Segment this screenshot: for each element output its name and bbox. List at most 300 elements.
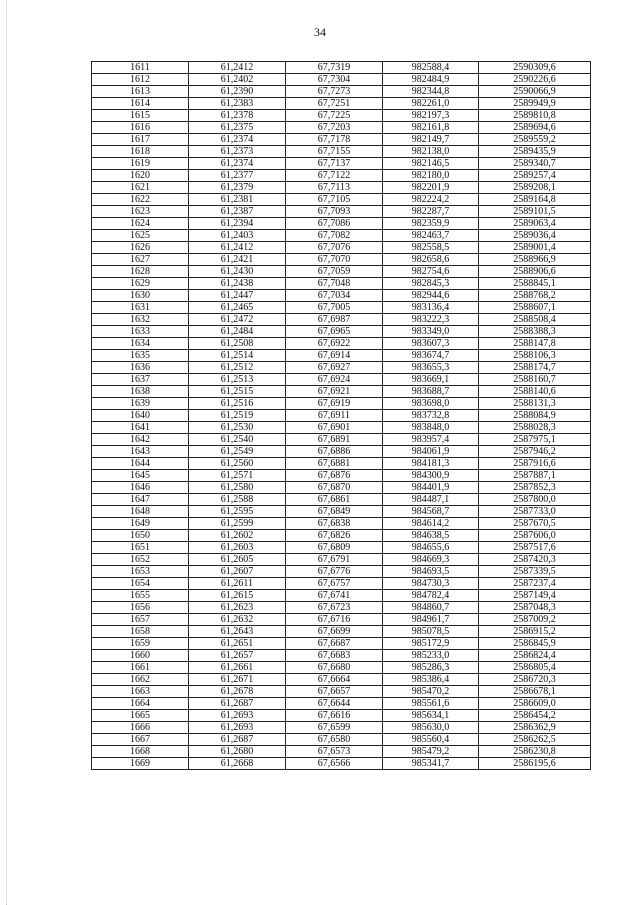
point-number-cell: 1638 — [92, 386, 189, 398]
x-coordinate-cell: 983349,0 — [383, 326, 479, 338]
y-coordinate-cell: 2588160,7 — [479, 374, 591, 386]
latitude-cell: 61,2438 — [189, 278, 286, 290]
y-coordinate-cell: 2586362,9 — [479, 722, 591, 734]
point-number-cell: 1662 — [92, 674, 189, 686]
point-number-cell: 1634 — [92, 338, 189, 350]
latitude-cell: 61,2540 — [189, 434, 286, 446]
x-coordinate-cell: 982161,8 — [383, 122, 479, 134]
longitude-cell: 67,6699 — [286, 626, 383, 638]
longitude-cell: 67,6599 — [286, 722, 383, 734]
y-coordinate-cell: 2588084,9 — [479, 410, 591, 422]
x-coordinate-cell: 984693,5 — [383, 566, 479, 578]
latitude-cell: 61,2374 — [189, 158, 286, 170]
y-coordinate-cell: 2590066,9 — [479, 86, 591, 98]
longitude-cell: 67,7048 — [286, 278, 383, 290]
y-coordinate-cell: 2586262,5 — [479, 734, 591, 746]
x-coordinate-cell: 983732,8 — [383, 410, 479, 422]
x-coordinate-cell: 983848,0 — [383, 422, 479, 434]
point-number-cell: 1616 — [92, 122, 189, 134]
x-coordinate-cell: 984181,3 — [383, 458, 479, 470]
table-row — [92, 230, 591, 242]
longitude-cell: 67,6965 — [286, 326, 383, 338]
y-coordinate-cell: 2588388,3 — [479, 326, 591, 338]
point-number-cell: 1654 — [92, 578, 189, 590]
x-coordinate-cell: 984061,9 — [383, 446, 479, 458]
latitude-cell: 61,2580 — [189, 482, 286, 494]
point-number-cell: 1625 — [92, 230, 189, 242]
table-row — [92, 422, 591, 434]
table-row — [92, 146, 591, 158]
y-coordinate-cell: 2589435,9 — [479, 146, 591, 158]
point-number-cell: 1637 — [92, 374, 189, 386]
longitude-cell: 67,6914 — [286, 350, 383, 362]
point-number-cell: 1653 — [92, 566, 189, 578]
table-row — [92, 290, 591, 302]
latitude-cell: 61,2560 — [189, 458, 286, 470]
y-coordinate-cell: 2588768,2 — [479, 290, 591, 302]
x-coordinate-cell: 982944,6 — [383, 290, 479, 302]
y-coordinate-cell: 2586230,8 — [479, 746, 591, 758]
y-coordinate-cell: 2587048,3 — [479, 602, 591, 614]
y-coordinate-cell: 2589559,2 — [479, 134, 591, 146]
x-coordinate-cell: 984568,7 — [383, 506, 479, 518]
latitude-cell: 61,2571 — [189, 470, 286, 482]
y-coordinate-cell: 2587149,4 — [479, 590, 591, 602]
latitude-cell: 61,2661 — [189, 662, 286, 674]
x-coordinate-cell: 984782,4 — [383, 590, 479, 602]
longitude-cell: 67,6911 — [286, 410, 383, 422]
table-row — [92, 674, 591, 686]
latitude-cell: 61,2657 — [189, 650, 286, 662]
point-number-cell: 1630 — [92, 290, 189, 302]
longitude-cell: 67,6838 — [286, 518, 383, 530]
table-row — [92, 566, 591, 578]
y-coordinate-cell: 2588174,7 — [479, 362, 591, 374]
coordinates-table — [91, 61, 591, 770]
longitude-cell: 67,6876 — [286, 470, 383, 482]
table-row — [92, 254, 591, 266]
table-row — [92, 614, 591, 626]
longitude-cell: 67,6680 — [286, 662, 383, 674]
point-number-cell: 1643 — [92, 446, 189, 458]
table-row — [92, 98, 591, 110]
point-number-cell: 1642 — [92, 434, 189, 446]
latitude-cell: 61,2387 — [189, 206, 286, 218]
table-row — [92, 122, 591, 134]
longitude-cell: 67,6901 — [286, 422, 383, 434]
latitude-cell: 61,2514 — [189, 350, 286, 362]
table-row — [92, 266, 591, 278]
table-row — [92, 374, 591, 386]
longitude-cell: 67,6791 — [286, 554, 383, 566]
table-row — [92, 134, 591, 146]
y-coordinate-cell: 2589001,4 — [479, 242, 591, 254]
latitude-cell: 61,2378 — [189, 110, 286, 122]
latitude-cell: 61,2668 — [189, 758, 286, 770]
y-coordinate-cell: 2587606,0 — [479, 530, 591, 542]
point-number-cell: 1620 — [92, 170, 189, 182]
point-number-cell: 1629 — [92, 278, 189, 290]
table-row — [92, 326, 591, 338]
x-coordinate-cell: 982484,9 — [383, 74, 479, 86]
point-number-cell: 1650 — [92, 530, 189, 542]
x-coordinate-cell: 982138,0 — [383, 146, 479, 158]
longitude-cell: 67,7273 — [286, 86, 383, 98]
y-coordinate-cell: 2588906,6 — [479, 266, 591, 278]
longitude-cell: 67,6987 — [286, 314, 383, 326]
y-coordinate-cell: 2586720,3 — [479, 674, 591, 686]
point-number-cell: 1666 — [92, 722, 189, 734]
longitude-cell: 67,6891 — [286, 434, 383, 446]
point-number-cell: 1623 — [92, 206, 189, 218]
latitude-cell: 61,2508 — [189, 338, 286, 350]
latitude-cell: 61,2374 — [189, 134, 286, 146]
longitude-cell: 67,6657 — [286, 686, 383, 698]
latitude-cell: 61,2390 — [189, 86, 286, 98]
table-row — [92, 194, 591, 206]
y-coordinate-cell: 2587916,6 — [479, 458, 591, 470]
point-number-cell: 1621 — [92, 182, 189, 194]
y-coordinate-cell: 2587800,0 — [479, 494, 591, 506]
longitude-cell: 67,6573 — [286, 746, 383, 758]
longitude-cell: 67,7105 — [286, 194, 383, 206]
latitude-cell: 61,2516 — [189, 398, 286, 410]
latitude-cell: 61,2595 — [189, 506, 286, 518]
x-coordinate-cell: 982359,9 — [383, 218, 479, 230]
latitude-cell: 61,2687 — [189, 734, 286, 746]
latitude-cell: 61,2603 — [189, 542, 286, 554]
longitude-cell: 67,7005 — [286, 302, 383, 314]
longitude-cell: 67,6616 — [286, 710, 383, 722]
latitude-cell: 61,2394 — [189, 218, 286, 230]
latitude-cell: 61,2607 — [189, 566, 286, 578]
y-coordinate-cell: 2589949,9 — [479, 98, 591, 110]
y-coordinate-cell: 2588028,3 — [479, 422, 591, 434]
y-coordinate-cell: 2587420,3 — [479, 554, 591, 566]
x-coordinate-cell: 985630,0 — [383, 722, 479, 734]
y-coordinate-cell: 2586845,9 — [479, 638, 591, 650]
point-number-cell: 1663 — [92, 686, 189, 698]
point-number-cell: 1627 — [92, 254, 189, 266]
y-coordinate-cell: 2588147,8 — [479, 338, 591, 350]
x-coordinate-cell: 984300,9 — [383, 470, 479, 482]
latitude-cell: 61,2599 — [189, 518, 286, 530]
latitude-cell: 61,2465 — [189, 302, 286, 314]
point-number-cell: 1633 — [92, 326, 189, 338]
latitude-cell: 61,2687 — [189, 698, 286, 710]
latitude-cell: 61,2680 — [189, 746, 286, 758]
x-coordinate-cell: 983669,1 — [383, 374, 479, 386]
x-coordinate-cell: 982845,3 — [383, 278, 479, 290]
x-coordinate-cell: 985172,9 — [383, 638, 479, 650]
point-number-cell: 1628 — [92, 266, 189, 278]
table-row — [92, 518, 591, 530]
x-coordinate-cell: 984961,7 — [383, 614, 479, 626]
point-number-cell: 1611 — [92, 62, 189, 74]
latitude-cell: 61,2375 — [189, 122, 286, 134]
point-number-cell: 1647 — [92, 494, 189, 506]
table-row — [92, 542, 591, 554]
longitude-cell: 67,6870 — [286, 482, 383, 494]
table-row — [92, 638, 591, 650]
table-row — [92, 314, 591, 326]
point-number-cell: 1668 — [92, 746, 189, 758]
y-coordinate-cell: 2588131,3 — [479, 398, 591, 410]
point-number-cell: 1658 — [92, 626, 189, 638]
table-row — [92, 554, 591, 566]
y-coordinate-cell: 2587887,1 — [479, 470, 591, 482]
point-number-cell: 1640 — [92, 410, 189, 422]
y-coordinate-cell: 2587009,2 — [479, 614, 591, 626]
x-coordinate-cell: 984655,6 — [383, 542, 479, 554]
x-coordinate-cell: 984638,5 — [383, 530, 479, 542]
longitude-cell: 67,6927 — [286, 362, 383, 374]
point-number-cell: 1664 — [92, 698, 189, 710]
point-number-cell: 1635 — [92, 350, 189, 362]
longitude-cell: 67,7122 — [286, 170, 383, 182]
table-row — [92, 218, 591, 230]
x-coordinate-cell: 982201,9 — [383, 182, 479, 194]
y-coordinate-cell: 2587517,6 — [479, 542, 591, 554]
y-coordinate-cell: 2589101,5 — [479, 206, 591, 218]
longitude-cell: 67,7093 — [286, 206, 383, 218]
y-coordinate-cell: 2587975,1 — [479, 434, 591, 446]
longitude-cell: 67,7076 — [286, 242, 383, 254]
longitude-cell: 67,7086 — [286, 218, 383, 230]
latitude-cell: 61,2377 — [189, 170, 286, 182]
point-number-cell: 1614 — [92, 98, 189, 110]
x-coordinate-cell: 984669,3 — [383, 554, 479, 566]
latitude-cell: 61,2383 — [189, 98, 286, 110]
longitude-cell: 67,7178 — [286, 134, 383, 146]
latitude-cell: 61,2412 — [189, 242, 286, 254]
x-coordinate-cell: 983688,7 — [383, 386, 479, 398]
longitude-cell: 67,7304 — [286, 74, 383, 86]
y-coordinate-cell: 2589036,4 — [479, 230, 591, 242]
point-number-cell: 1613 — [92, 86, 189, 98]
x-coordinate-cell: 983136,4 — [383, 302, 479, 314]
longitude-cell: 67,7225 — [286, 110, 383, 122]
longitude-cell: 67,6580 — [286, 734, 383, 746]
longitude-cell: 67,6922 — [286, 338, 383, 350]
y-coordinate-cell: 2586678,1 — [479, 686, 591, 698]
x-coordinate-cell: 983222,3 — [383, 314, 479, 326]
longitude-cell: 67,6687 — [286, 638, 383, 650]
longitude-cell: 67,6886 — [286, 446, 383, 458]
y-coordinate-cell: 2588966,9 — [479, 254, 591, 266]
point-number-cell: 1661 — [92, 662, 189, 674]
point-number-cell: 1619 — [92, 158, 189, 170]
y-coordinate-cell: 2586824,4 — [479, 650, 591, 662]
longitude-cell: 67,7082 — [286, 230, 383, 242]
latitude-cell: 61,2693 — [189, 722, 286, 734]
latitude-cell: 61,2671 — [189, 674, 286, 686]
y-coordinate-cell: 2587670,5 — [479, 518, 591, 530]
table-row — [92, 650, 591, 662]
longitude-cell: 67,7113 — [286, 182, 383, 194]
point-number-cell: 1636 — [92, 362, 189, 374]
longitude-cell: 67,6741 — [286, 590, 383, 602]
x-coordinate-cell: 983674,7 — [383, 350, 479, 362]
point-number-cell: 1656 — [92, 602, 189, 614]
x-coordinate-cell: 985470,2 — [383, 686, 479, 698]
x-coordinate-cell: 982463,7 — [383, 230, 479, 242]
y-coordinate-cell: 2586915,2 — [479, 626, 591, 638]
longitude-cell: 67,6757 — [286, 578, 383, 590]
y-coordinate-cell: 2587733,0 — [479, 506, 591, 518]
x-coordinate-cell: 982146,5 — [383, 158, 479, 170]
latitude-cell: 61,2615 — [189, 590, 286, 602]
table-row — [92, 410, 591, 422]
x-coordinate-cell: 985386,4 — [383, 674, 479, 686]
longitude-cell: 67,6924 — [286, 374, 383, 386]
y-coordinate-cell: 2589694,6 — [479, 122, 591, 134]
y-coordinate-cell: 2587852,3 — [479, 482, 591, 494]
longitude-cell: 67,6849 — [286, 506, 383, 518]
y-coordinate-cell: 2589063,4 — [479, 218, 591, 230]
latitude-cell: 61,2403 — [189, 230, 286, 242]
x-coordinate-cell: 985286,3 — [383, 662, 479, 674]
table-row — [92, 626, 591, 638]
x-coordinate-cell: 984860,7 — [383, 602, 479, 614]
x-coordinate-cell: 985479,2 — [383, 746, 479, 758]
x-coordinate-cell: 985341,7 — [383, 758, 479, 770]
point-number-cell: 1617 — [92, 134, 189, 146]
table-row — [92, 206, 591, 218]
x-coordinate-cell: 982558,5 — [383, 242, 479, 254]
point-number-cell: 1618 — [92, 146, 189, 158]
y-coordinate-cell: 2587237,4 — [479, 578, 591, 590]
latitude-cell: 61,2421 — [189, 254, 286, 266]
y-coordinate-cell: 2588845,1 — [479, 278, 591, 290]
table-row — [92, 506, 591, 518]
latitude-cell: 61,2519 — [189, 410, 286, 422]
latitude-cell: 61,2632 — [189, 614, 286, 626]
latitude-cell: 61,2402 — [189, 74, 286, 86]
x-coordinate-cell: 984614,2 — [383, 518, 479, 530]
y-coordinate-cell: 2586195,6 — [479, 758, 591, 770]
x-coordinate-cell: 982344,8 — [383, 86, 479, 98]
longitude-cell: 67,6881 — [286, 458, 383, 470]
x-coordinate-cell: 983698,0 — [383, 398, 479, 410]
latitude-cell: 61,2512 — [189, 362, 286, 374]
table-row — [92, 578, 591, 590]
longitude-cell: 67,7251 — [286, 98, 383, 110]
x-coordinate-cell: 985233,0 — [383, 650, 479, 662]
point-number-cell: 1648 — [92, 506, 189, 518]
table-row — [92, 746, 591, 758]
x-coordinate-cell: 985634,1 — [383, 710, 479, 722]
table-row — [92, 338, 591, 350]
table-row — [92, 434, 591, 446]
point-number-cell: 1665 — [92, 710, 189, 722]
longitude-cell: 67,6826 — [286, 530, 383, 542]
y-coordinate-cell: 2588106,3 — [479, 350, 591, 362]
y-coordinate-cell: 2586454,2 — [479, 710, 591, 722]
y-coordinate-cell: 2589164,8 — [479, 194, 591, 206]
y-coordinate-cell: 2589257,4 — [479, 170, 591, 182]
x-coordinate-cell: 982588,4 — [383, 62, 479, 74]
y-coordinate-cell: 2588607,1 — [479, 302, 591, 314]
longitude-cell: 67,7070 — [286, 254, 383, 266]
point-number-cell: 1612 — [92, 74, 189, 86]
table-row — [92, 362, 591, 374]
table-row — [92, 398, 591, 410]
latitude-cell: 61,2484 — [189, 326, 286, 338]
latitude-cell: 61,2472 — [189, 314, 286, 326]
x-coordinate-cell: 983607,3 — [383, 338, 479, 350]
point-number-cell: 1651 — [92, 542, 189, 554]
table-row — [92, 698, 591, 710]
latitude-cell: 61,2693 — [189, 710, 286, 722]
y-coordinate-cell: 2589810,8 — [479, 110, 591, 122]
latitude-cell: 61,2379 — [189, 182, 286, 194]
x-coordinate-cell: 985560,4 — [383, 734, 479, 746]
longitude-cell: 67,6921 — [286, 386, 383, 398]
latitude-cell: 61,2373 — [189, 146, 286, 158]
table-row — [92, 734, 591, 746]
table-row — [92, 710, 591, 722]
point-number-cell: 1660 — [92, 650, 189, 662]
table-row — [92, 302, 591, 314]
longitude-cell: 67,6683 — [286, 650, 383, 662]
page-number: 34 — [314, 25, 326, 39]
table-row — [92, 74, 591, 86]
point-number-cell: 1652 — [92, 554, 189, 566]
longitude-cell: 67,6566 — [286, 758, 383, 770]
table-row — [92, 62, 591, 74]
y-coordinate-cell: 2589340,7 — [479, 158, 591, 170]
longitude-cell: 67,7203 — [286, 122, 383, 134]
latitude-cell: 61,2678 — [189, 686, 286, 698]
point-number-cell: 1655 — [92, 590, 189, 602]
point-number-cell: 1667 — [92, 734, 189, 746]
latitude-cell: 61,2605 — [189, 554, 286, 566]
y-coordinate-cell: 2587339,5 — [479, 566, 591, 578]
table-row — [92, 482, 591, 494]
latitude-cell: 61,2651 — [189, 638, 286, 650]
y-coordinate-cell: 2586805,4 — [479, 662, 591, 674]
y-coordinate-cell: 2589208,1 — [479, 182, 591, 194]
table-row — [92, 590, 591, 602]
scan-edge-line — [6, 0, 7, 905]
longitude-cell: 67,6919 — [286, 398, 383, 410]
x-coordinate-cell: 984487,1 — [383, 494, 479, 506]
table-row — [92, 242, 591, 254]
latitude-cell: 61,2588 — [189, 494, 286, 506]
x-coordinate-cell: 984401,9 — [383, 482, 479, 494]
x-coordinate-cell: 982197,3 — [383, 110, 479, 122]
longitude-cell: 67,6861 — [286, 494, 383, 506]
longitude-cell: 67,6809 — [286, 542, 383, 554]
table-row — [92, 530, 591, 542]
table-row — [92, 278, 591, 290]
point-number-cell: 1644 — [92, 458, 189, 470]
table-row — [92, 602, 591, 614]
table-row — [92, 686, 591, 698]
point-number-cell: 1649 — [92, 518, 189, 530]
longitude-cell: 67,7137 — [286, 158, 383, 170]
latitude-cell: 61,2602 — [189, 530, 286, 542]
table-row — [92, 494, 591, 506]
point-number-cell: 1659 — [92, 638, 189, 650]
y-coordinate-cell: 2588508,4 — [479, 314, 591, 326]
y-coordinate-cell: 2586609,0 — [479, 698, 591, 710]
longitude-cell: 67,6723 — [286, 602, 383, 614]
table-row — [92, 182, 591, 194]
point-number-cell: 1646 — [92, 482, 189, 494]
y-coordinate-cell: 2587946,2 — [479, 446, 591, 458]
